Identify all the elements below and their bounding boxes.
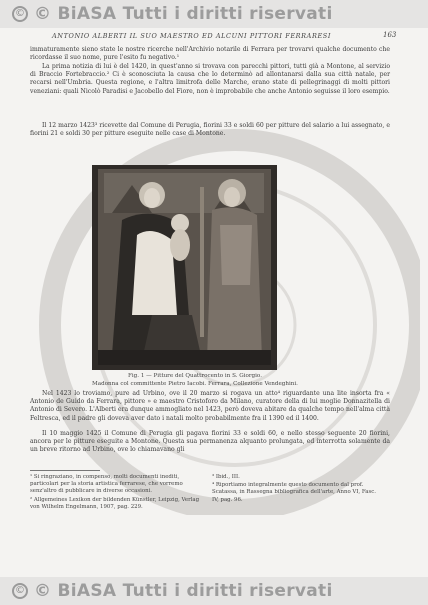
footnote: ⁴ Riportiamo integralmente questo documento dal prof. Scatassa, in Rassegna bibliografica dell'arte, Anno VI, Fasc. IV, pag. 96. [212,482,376,503]
footnote: ¹ Si ringraziano, in compenso, molti documenti inediti, particolari per la storia artistica ferrarese, che vorremo senz'altro di pubblicare in diverse occasioni. [30,474,183,495]
figure-caption [80,373,310,388]
footnote: ³ Ibid., III. [212,474,240,480]
caption-line-2: Madonna col committente Pietro Iacobi. Ferrara, Collezione Vendeghini. [92,380,298,387]
paragraph: immaturamente sieno state le nostre ricerche nell'Archivio notarile di Ferrara per trovarvi qualche documento che ricordasse il suo nome, pure l'esito fu negativo.¹ [30,46,390,62]
watermark-text: © BiASA Tutti i diritti riservati [34,4,333,24]
caption-line-1: Fig. 1 — Pitture del Quattrocento in S. Giorgio. [128,373,262,379]
footnote: ² Allgemeines Lexikon der bildenden Künstler, Leipzig, Verlag von Wilhelm Engelmann, 1907, pag. 229. [30,496,200,510]
footnote-rule [30,470,100,471]
paragraph: Nel 1423 lo troviamo, pure ad Urbino, ove il 20 marzo si rogava un atto⁴ riguardante una lite insorta fra « Antonio de Guido da Ferrara, pittore » e maestro Cristoforo da Milano, curatore della di lui moglie Donnazitella di Antonio di Severo. L'Alberti era dunque ammogliato nel 1423, però doveva abitare da qualche tempo nell'alma città Feltresca, ed il padre gli doveva aver dato i natali molto probabilmente fra il 1390 ed il 1400. [30,390,390,422]
madonna-painting-image [92,165,277,370]
paragraph: La prima notizia di lui è del 1420, in quest'anno si trovava con parecchi pittori, tutti già a Montone, al servizio di Braccio Fortebraccio.² Ci è sconosciuta la causa che lo determinò ad allontanarsi dalla sua città natale, per recarsi nell'Umbria. Questa regione, e l'altra limitrofa delle Marche, erano state di pellegrinaggi di molti pittori veneziani: quali Nicolò Paradisi e Jacobello del Fiore, non è improbabile che anche Antonio seguisse il loro esempio. [30,63,390,95]
painting-figure [92,165,277,370]
copyright-seal-icon: © [12,583,28,599]
paragraph: Il 10 maggio 1425 il Comune di Perugia gli pagava fiorini 33 e soldi 60, e nello stesso seguente 20 fiorini, ancora per le pitture eseguite a Montone. Questa sua permanenza alquanto prolungata, ed interrotta solamente da un breve ritorno ad Urbino, ove lo chiamavano gli [30,430,390,454]
footnotes-left [30,474,205,512]
footnotes-right [212,474,382,505]
watermark-banner-bottom [0,577,428,605]
paragraph: Il 12 marzo 1423³ ricevette dal Comune di Perugia, fiorini 33 e soldi 60 per pitture del salario a lui assegnato, e fiorini 21 e soldi 30 per pitture eseguite nelle case di Montone. [30,122,390,138]
watermark-text: © BiASA Tutti i diritti riservati [34,581,333,601]
running-title: ANTONIO ALBERTI IL SUO MAESTRO ED ALCUNI PITTORI FERRARESI [52,32,332,40]
page-number: 163 [383,31,397,39]
copyright-seal-icon: © [12,6,28,22]
watermark-banner-top [0,0,428,28]
